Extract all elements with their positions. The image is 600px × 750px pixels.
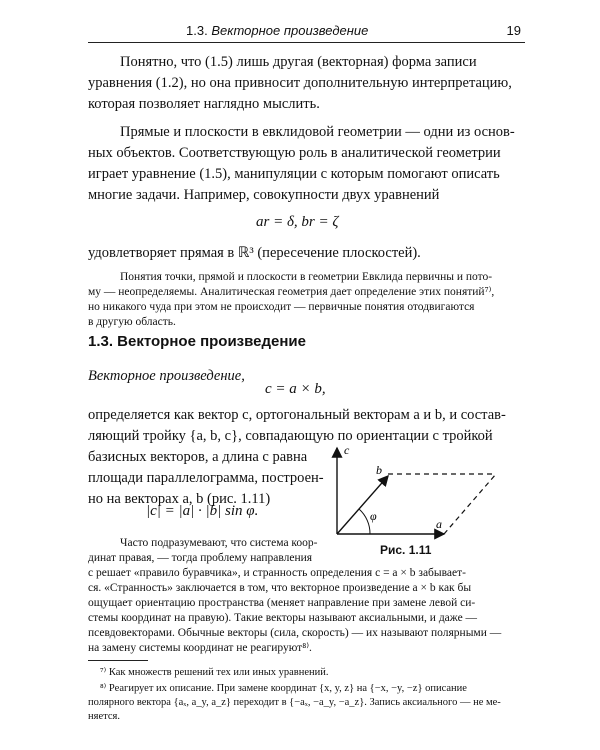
formula-cross-product: c = a × b,: [265, 381, 326, 397]
text-line: площади параллелограмма, построен-: [88, 470, 324, 486]
text-line: определяется как вектор c, ортогональный векторам a и b, и состав-: [88, 407, 506, 423]
figure-caption: Рис. 1.11: [380, 543, 432, 557]
text-line: ных объектов. Соответствующую роль в аналитической геометрии: [88, 145, 501, 161]
section-heading: 1.3. Векторное произведение: [88, 333, 306, 350]
footnote-8-cont: полярного вектора {aₓ, a_y, a_z} переходит в {−aₓ, −a_y, −a_z}. Запись аксиального — не ме-: [88, 697, 501, 708]
text-line: уравнения (1.2), но она привносит дополнительную интерпретацию,: [88, 75, 512, 91]
header-section-title: Векторное произведение: [211, 23, 369, 38]
text-line: ся. «Странность» заключается в том, что векторное произведение a × b как бы: [88, 582, 472, 594]
footnote-7: ⁷⁾ Как множеств решений тех или иных уравнений.: [100, 667, 329, 678]
text-line: Прямые и плоскости в евклидовой геометрии — одни из основ-: [120, 124, 515, 140]
text-line: стемы координат на правую). Такие векторы называют аксиальными, и даже —: [88, 612, 478, 624]
header-section-number: 1.3.: [186, 23, 208, 38]
text-line: в другую область.: [88, 316, 176, 328]
text-line: многие задачи. Например, совокупности двух уравнений: [88, 187, 440, 203]
text-line: динат правая, — тогда проблему направления: [88, 552, 313, 564]
label-a: a: [436, 517, 442, 531]
parallelogram-figure: [320, 440, 520, 540]
text-line: которая позволяет наглядно мыслить.: [88, 96, 320, 112]
header-title: [186, 23, 368, 38]
text-line: удовлетворяет прямая в ℝ³ (пересечение плоскостей).: [88, 245, 421, 261]
text-line: ощущает ориентацию пространства (меняет направление при замене левой си-: [88, 597, 476, 609]
text-line: Понятно, что (1.5) лишь другая (векторная) форма записи: [120, 54, 477, 70]
text-line: играет уравнение (1.5), манипуляции с которым помогают описать: [88, 166, 500, 182]
text-line: Понятия точки, прямой и плоскости в геометрии Евклида первичны и пото-: [120, 271, 493, 283]
text-line: но на векторах a, b (рис. 1.11): [88, 491, 271, 507]
text-line: но никакого чуда при этом не происходит — первичные понятия отодвигаются: [88, 301, 475, 313]
running-header: [88, 18, 525, 43]
formula-magnitude: |c| = |a| · |b| sin φ.: [146, 503, 259, 519]
text-line: му — неопределяемы. Аналитическая геометрия дает определение этих понятий⁷⁾,: [88, 286, 495, 298]
text-line: Часто подразумевают, что система коор-: [120, 537, 318, 549]
angle-arc: [359, 509, 370, 534]
footnote-rule: [88, 660, 148, 661]
label-c: c: [344, 443, 350, 457]
text-line: Векторное произведение,: [88, 368, 245, 384]
vector-b: [337, 476, 388, 534]
page-number: 19: [506, 23, 521, 38]
text-line: ляющий тройку {a, b, c}, совпадающую по ориентации с тройкой: [88, 428, 493, 444]
footnote-8-end: няется.: [88, 711, 120, 722]
text-line: на замену системы координат не реагируют⁸⁾.: [88, 642, 312, 654]
text-line: базисных векторов, а длина c равна: [88, 449, 308, 465]
dashed-edge-right: [444, 474, 496, 534]
label-phi: φ: [370, 509, 377, 523]
text-line: псевдовекторами. Обычные векторы (сила, скорость) — их называют полярными —: [88, 627, 502, 639]
text-line: c решает «правило буравчика», и странность определения c = a × b забывает-: [88, 567, 466, 579]
formula-planes: ar = δ, br = ζ: [256, 214, 339, 230]
label-b: b: [376, 463, 382, 477]
footnote-8: ⁸⁾ Реагирует их описание. При замене координат {x, y, z} на {−x, −y, −z} описание: [100, 683, 467, 694]
